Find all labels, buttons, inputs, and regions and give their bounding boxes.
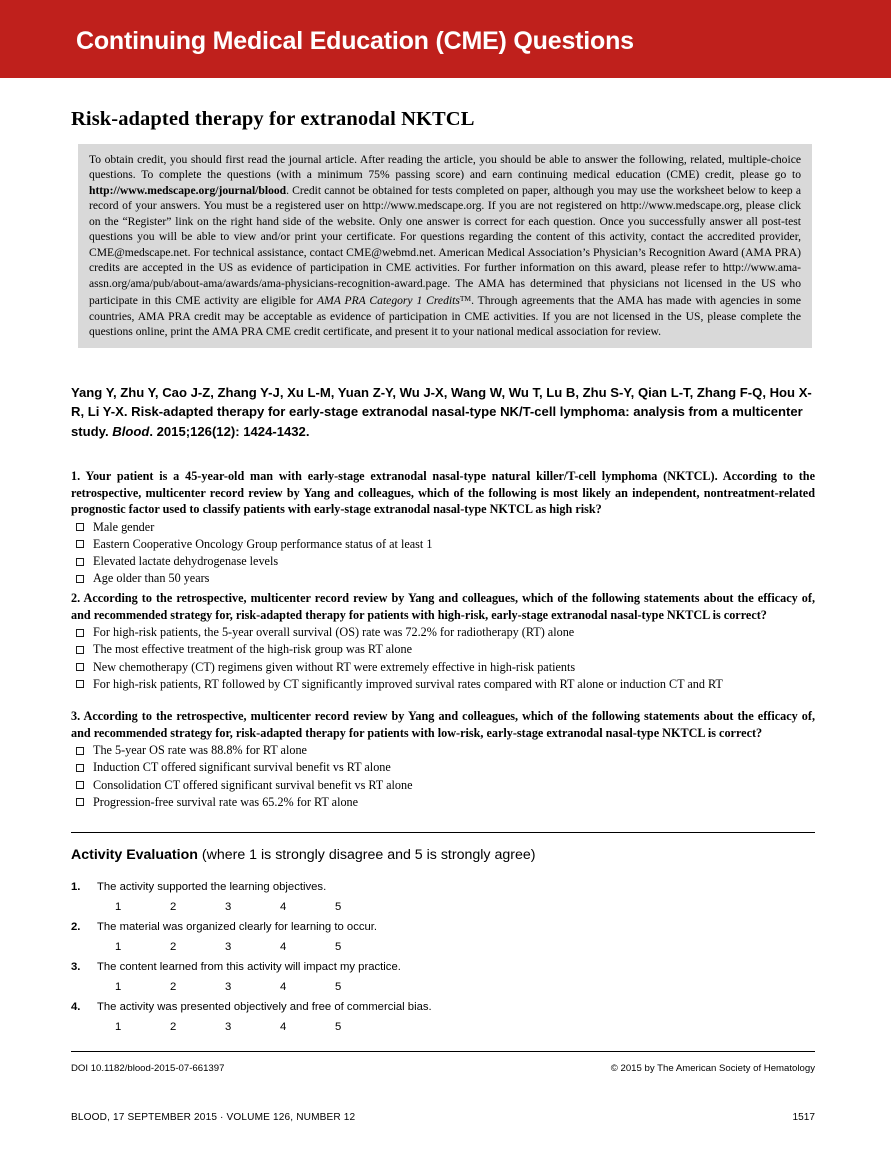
rating-option-1[interactable]: 1 [115,1021,122,1033]
choice-label: Progression-free survival rate was 65.2% for RT alone [93,794,359,809]
choice-option[interactable] [71,536,815,553]
instructions-text-part3: . Through agreements that the AMA has made with agencies in some countries, AMA PRA credit may be acceptable as evidence of participation in CME activities. If you are not licensed in the US, please complete the questions online, print the AMA PRA CME credit certificate, and present it to your national medical association for review. [89,294,802,338]
evaluation-item-text: The activity was presented objectively and free of commercial bias. [97,1001,432,1013]
evaluation-item-number: 3. [71,961,81,973]
page-number: 1517 [792,1112,815,1123]
choice-label: For high-risk patients, RT followed by CT significantly improved survival rates compared with RT alone or induction CT and RT [93,676,723,691]
rating-option-4[interactable]: 4 [280,901,287,913]
checkbox-icon[interactable] [76,663,84,671]
checkbox-icon[interactable] [76,523,84,531]
evaluation-rating-scale[interactable] [115,981,390,993]
citation-journal-name: Blood [112,423,150,439]
rating-option-1[interactable]: 1 [115,941,122,953]
rating-option-3[interactable]: 3 [225,981,232,993]
choice-option[interactable] [71,659,815,676]
evaluation-heading-bold: Activity Evaluation [71,847,198,863]
choice-list-3 [71,742,815,811]
rating-option-5[interactable]: 5 [335,901,342,913]
evaluation-item [71,1001,815,1041]
evaluation-item-number: 2. [71,921,81,933]
choice-label: Age older than 50 years [93,571,210,586]
page-title: Risk-adapted therapy for extranodal NKTCL [71,108,475,130]
rating-option-2[interactable]: 2 [170,901,177,913]
question-block-3 [71,708,815,811]
checkbox-icon[interactable] [76,798,84,806]
copyright-text: © 2015 by The American Society of Hematology [610,1063,815,1074]
checkbox-icon[interactable] [76,764,84,772]
choice-option[interactable] [71,777,815,794]
evaluation-item-text: The material was organized clearly for learning to occur. [97,921,378,933]
choice-option[interactable] [71,641,815,658]
checkbox-icon[interactable] [76,680,84,688]
activity-evaluation-heading [71,847,535,863]
choice-option[interactable] [71,742,815,759]
question-block-1 [71,468,815,588]
choice-label: Elevated lactate dehydrogenase levels [93,554,279,569]
rating-option-3[interactable]: 3 [225,941,232,953]
rating-option-4[interactable]: 4 [280,941,287,953]
medscape-journal-link[interactable]: http://www.medscape.org/journal/blood [89,183,287,197]
checkbox-icon[interactable] [76,575,84,583]
evaluation-heading-note: (where 1 is strongly disagree and 5 is strongly agree) [197,847,536,863]
rating-option-2[interactable]: 2 [170,981,177,993]
citation-authors-title: Yang Y, Zhu Y, Cao J-Z, Zhang Y-J, Xu L-M, Yuan Z-Y, Wu J-X, Wang W, Wu T, Lu B, Zhu S-Y, Qian L-T, Zhang F-Q, Hou X-R, Li Y-X. Risk-adapted therapy for early-stage extranodal nasal-type NK/T-cell lymphoma: analysis from a multicenter study. [71,385,812,439]
choice-option[interactable] [71,794,815,811]
rating-option-3[interactable]: 3 [225,901,232,913]
choice-option[interactable] [71,553,815,570]
journal-issue-line: BLOOD, 17 SEPTEMBER 2015 · VOLUME 126, NUMBER 12 [71,1112,356,1123]
instructions-text-part2: . Credit cannot be obtained for tests completed on paper, although you may use the worksheet below to keep a record of your answers. You must be a registered user on http://www.medscape.org. If you are not registered on http://www.medscape.org, please click on the “Register” link on the right hand side of the website. Only one answer is correct for each question. Once you successfully answer all post-test questions you will be able to view and/or print your certificate. For questions regarding the content of this activity, contact the accredited provider, CME@medscape.net. For technical assistance, contact CME@webmd.net. American Medical Association’s Physician’s Recognition Award (AMA PRA) credits are accepted in the US as evidence of participation in CME activities. For further information on this award, please refer to http://www.ama-assn.org/ama/pub/about-ama/awards/ama-physicians-recognition-award.page. The AMA has determined that physicians not licensed in the US who participate in this CME activity are eligible for [89,183,801,308]
rating-option-5[interactable]: 5 [335,941,342,953]
checkbox-icon[interactable] [76,540,84,548]
checkbox-icon[interactable] [76,558,84,566]
evaluation-item-number: 4. [71,1001,81,1013]
checkbox-icon[interactable] [76,646,84,654]
article-citation [71,383,815,441]
credit-instructions-box [78,144,812,348]
doi-text: DOI 10.1182/blood-2015-07-661397 [71,1063,225,1074]
evaluation-rating-scale[interactable] [115,941,390,953]
choice-option[interactable] [71,759,815,776]
evaluation-item-list [71,881,815,1041]
choice-label: Eastern Cooperative Oncology Group performance status of at least 1 [93,536,433,551]
rating-option-5[interactable]: 5 [335,981,342,993]
cme-masthead-banner [0,0,891,78]
evaluation-item-number: 1. [71,881,81,893]
rating-option-4[interactable]: 4 [280,1021,287,1033]
citation-volume-pages: . 2015;126(12): 1424-1432. [149,423,310,439]
choice-option[interactable] [71,624,815,641]
question-block-2 [71,590,815,693]
instructions-text-part1: To obtain credit, you should first read the journal article. After reading the article, you should be able to answer the following, related, multiple-choice questions. To complete the questions (with a minimum 75% passing score) and earn continuing medical education (CME) credit, please go to [89,153,801,182]
masthead-title: Continuing Medical Education (CME) Questions [76,27,634,55]
evaluation-item-text: The content learned from this activity will impact my practice. [97,961,401,973]
rating-option-5[interactable]: 5 [335,1021,342,1033]
choice-label: New chemotherapy (CT) regimens given without RT were extremely effective in high-risk patients [93,659,576,674]
choice-list-1 [71,519,815,588]
evaluation-rating-scale[interactable] [115,901,390,913]
question-stem-2: 2. According to the retrospective, multicenter record review by Yang and colleagues, which of the following statements about the efficacy of, and recommended strategy for, risk-adapted therapy for patients with high-risk, early-stage extranodal nasal-type NKTCL is correct? [71,591,815,622]
question-stem-1: 1. Your patient is a 45-year-old man with early-stage extranodal nasal-type natural killer/T-cell lymphoma (NKTCL). According to the retrospective, multicenter record review by Yang and colleagues, which of the following is most likely an independent, nontreatment-related prognostic factor used to classify patients with early-stage extranodal nasal-type NKTCL as high risk? [71,469,815,517]
section-divider-bottom [71,1051,815,1052]
section-divider-top [71,832,815,833]
question-stem-3: 3. According to the retrospective, multicenter record review by Yang and colleagues, which of the following statements about the efficacy of, and recommended strategy for, risk-adapted therapy for patients with low-risk, early-stage extranodal nasal-type NKTCL is correct? [71,709,815,740]
checkbox-icon[interactable] [76,629,84,637]
choice-label: The most effective treatment of the high-risk group was RT alone [93,642,412,657]
evaluation-item [71,961,815,1001]
choice-label: Induction CT offered significant survival benefit vs RT alone [93,760,391,775]
evaluation-item-text: The activity supported the learning objectives. [97,881,327,893]
choice-label: The 5-year OS rate was 88.8% for RT alone [93,743,307,758]
checkbox-icon[interactable] [76,781,84,789]
ama-pra-category-italic: AMA PRA Category 1 Credits [317,294,460,308]
rating-option-2[interactable]: 2 [170,941,177,953]
rating-option-1[interactable]: 1 [115,901,122,913]
rating-option-1[interactable]: 1 [115,981,122,993]
rating-option-4[interactable]: 4 [280,981,287,993]
choice-option[interactable] [71,570,815,587]
choice-label: Consolidation CT offered significant survival benefit vs RT alone [93,777,413,792]
rating-option-3[interactable]: 3 [225,1021,232,1033]
trademark-mark: TM [459,294,472,304]
checkbox-icon[interactable] [76,747,84,755]
evaluation-item [71,921,815,961]
choice-label: For high-risk patients, the 5-year overall survival (OS) rate was 72.2% for radiotherapy (RT) alone [93,625,575,640]
evaluation-item [71,881,815,921]
choice-option[interactable] [71,676,815,693]
evaluation-rating-scale[interactable] [115,1021,390,1033]
rating-option-2[interactable]: 2 [170,1021,177,1033]
choice-list-2 [71,624,815,693]
choice-option[interactable] [71,519,815,536]
choice-label: Male gender [93,519,155,534]
